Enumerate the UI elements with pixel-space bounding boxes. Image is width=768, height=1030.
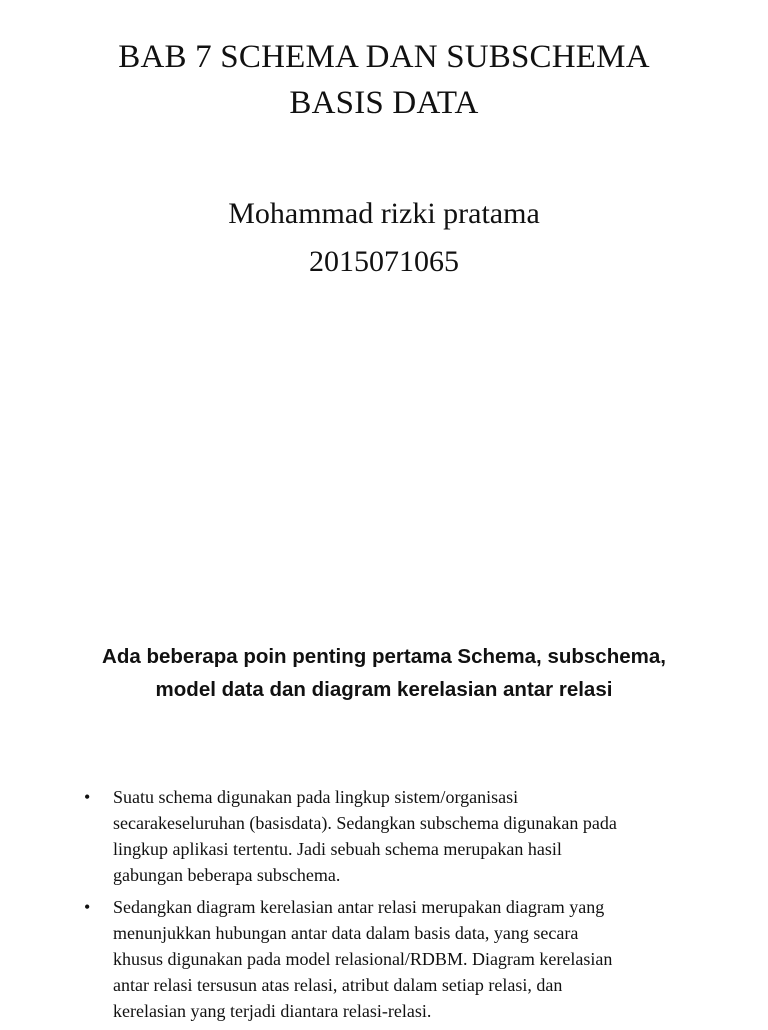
author-block	[60, 190, 708, 286]
content-heading-line-2: model data dan diagram kerelasian antar relasi	[155, 678, 613, 701]
bullet-icon: •	[84, 787, 91, 807]
bullet-item	[84, 784, 734, 888]
slide-title-line-1: BAB 7 SCHEMA DAN SUBSCHEMA	[118, 39, 650, 75]
bullet-item	[84, 894, 734, 1024]
bullet-line: lingkup aplikasi tertentu. Jadi sebuah schema merupakan hasil	[113, 839, 562, 859]
author-name: Mohammad rizki pratama	[228, 197, 540, 230]
bullet-line: gabungan beberapa subschema.	[113, 865, 341, 885]
content-heading-line-1: Ada beberapa poin penting pertama Schema, subschema,	[102, 645, 666, 668]
content-slide	[0, 610, 768, 1024]
slide-title-line-2: BASIS DATA	[289, 85, 479, 121]
bullet-line: Sedangkan diagram kerelasian antar relasi merupakan diagram yang	[113, 897, 605, 917]
bullet-icon: •	[84, 897, 91, 917]
bullet-line: khusus digunakan pada model relasional/RDBM. Diagram kerelasian	[113, 949, 613, 969]
content-heading	[30, 640, 738, 706]
slide-title	[40, 34, 728, 126]
bullet-line: Suatu schema digunakan pada lingkup sistem/organisasi	[113, 787, 519, 807]
bullet-line: antar relasi tersusun atas relasi, atribut dalam setiap relasi, dan	[113, 975, 563, 995]
bullet-line: menunjukkan hubungan antar data dalam basis data, yang secara	[113, 923, 579, 943]
bullet-line: kerelasian yang terjadi diantara relasi-relasi.	[113, 1001, 432, 1021]
bullet-list	[84, 784, 734, 1030]
bullet-line: secarakeseluruhan (basisdata). Sedangkan subschema digunakan pada	[113, 813, 617, 833]
author-id: 2015071065	[309, 245, 459, 278]
